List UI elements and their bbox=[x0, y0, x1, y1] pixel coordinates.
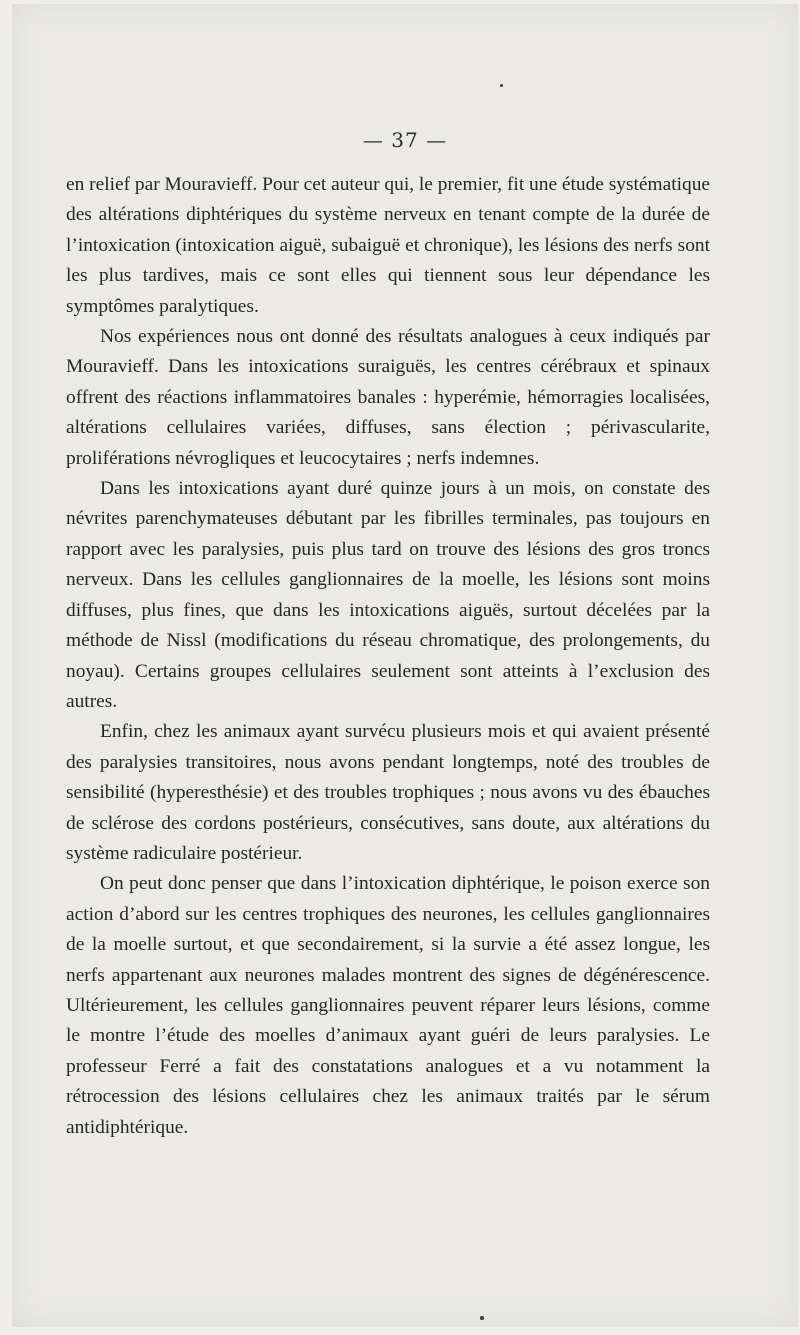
paragraph-2: Nos expériences nous ont donné des résultats analogues à ceux indiqués par Mouravieff. Dans les intoxications suraiguës, les centres cérébraux et spinaux offrent des réactions inflammatoires banales : hyperémie, hémorragies localisées, altérations cellulaires variées, diffuses, sans élection ; périvascularite, proliférations névrogliques et leucocytaires ; nerfs indemnes. bbox=[66, 326, 710, 469]
paragraph-5: On peut donc penser que dans l’intoxication diphtérique, le poison exerce son action d’abord sur les centres trophiques des neurones, les cellules ganglionnaires de la moelle surtout, et que secondairement, si la survie a été assez longue, les nerfs appartenant aux neurones malades montrent des signes de dégénérescence. Ultérieurement, les cellules ganglionnaires peuvent réparer leurs lésions, comme le montre l’étude des moelles d’animaux ayant guéri de leurs paralysies. Le professeur Ferré a fait des constatations analogues et a vu notamment la rétrocession des lésions cellulaires chez les animaux traités par le sérum antidiphtérique. bbox=[66, 873, 710, 1138]
scanned-page bbox=[12, 4, 798, 1327]
page-number: — 37 — bbox=[362, 128, 448, 152]
body-text bbox=[66, 170, 710, 1143]
paragraph-1: en relief par Mouravieff. Pour cet auteur qui, le premier, fit une étude systématique des altérations diphtériques du système nerveux en tenant compte de la durée de l’intoxication (intoxication aiguë, subaiguë et chronique), les lésions des nerfs sont les plus tardives, mais ce sont elles qui tiennent sous leur dépendance les symptômes paralytiques. bbox=[66, 174, 710, 317]
speck-top bbox=[500, 84, 503, 87]
paragraph-3: Dans les intoxications ayant duré quinze jours à un mois, on constate des névrites parenchymateuses débutant par les fibrilles terminales, pas toujours en rapport avec les paralysies, puis plus tard on trouve des lésions des gros troncs nerveux. Dans les cellules ganglionnaires de la moelle, les lésions sont moins diffuses, plus fines, que dans les intoxications aiguës, surtout décelées par la méthode de Nissl (modifications du réseau chromatique, des prolongements, du noyau). Certains groupes cellulaires seulement sont atteints à l’exclusion des autres. bbox=[66, 478, 710, 712]
paragraph-4: Enfin, chez les animaux ayant survécu plusieurs mois et qui avaient présenté des paralysies transitoires, nous avons pendant longtemps, noté des troubles de sensibilité (hyperesthésie) et des troubles trophiques ; nous avons vu des ébauches de sclérose des cordons postérieurs, consécutives, sans doute, aux altérations du système radiculaire postérieur. bbox=[66, 721, 710, 864]
speck-bottom bbox=[480, 1316, 484, 1320]
